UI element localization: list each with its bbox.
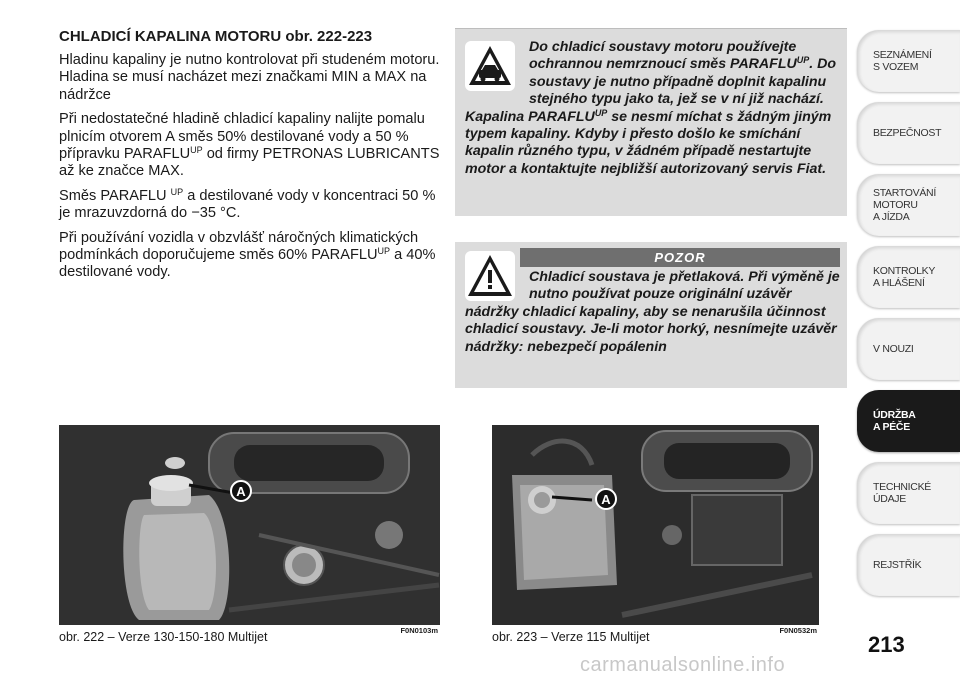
tab-technicke-udaje[interactable]: TECHNICKÉ ÚDAJE (857, 462, 960, 524)
callout-a-label: A (236, 484, 246, 499)
chapter-tabs (857, 30, 960, 606)
tab-udrzba-a-pece[interactable]: ÚDRŽBA A PÉČE (857, 390, 960, 452)
danger-text: Chladicí soustava je přetlaková. Při výměně je nutno používat pouze originální uzávěr nádržky chladicí kapaliny, aby se nenarušila účinnost chladicí soustavy. Je-li motor horký, nesnímejte uzávěr nádržky: nebezpečí popálenin (465, 269, 841, 356)
paragraph-3: Směs PARAFLU $^{UP}$ a destilované vody v koncentraci 50 % je mrazuvzdorná do −35 °C. (59, 186, 436, 222)
paragraph-1: Hladinu kapaliny je nutno kontrolovat při studeném motoru. Hladina se musí nacházet mezi značkami MIN a MAX na nádržce (59, 52, 440, 103)
tab-rejstrik[interactable]: REJSTŘÍK (857, 534, 960, 596)
tab-bezpecnost[interactable]: BEZPEČNOST (857, 102, 960, 164)
callout-a-label: A (601, 492, 611, 507)
tab-startovani-motoru[interactable]: STARTOVÁNÍ MOTORU A JÍZDA (857, 174, 960, 236)
engine-photo-2 (492, 425, 819, 625)
figure-code: F0N0103m (400, 626, 438, 635)
pozor-title: POZOR (520, 248, 840, 267)
watermark: carmanualsonline.info (580, 654, 786, 676)
figure-code: F0N0532m (779, 626, 817, 635)
car-warning-icon (465, 41, 515, 91)
tab-v-nouzi[interactable]: V NOUZI (857, 318, 960, 380)
paragraph-4: Při používání vozidla v obzvlášť náročných klimatických podmínkách doporučujeme směs 60% $PARAFLU^{UP}$ a 40% destilované vody. (59, 229, 436, 281)
caution-box-coolant (455, 29, 847, 216)
tab-kontrolky[interactable]: KONTROLKY A HLÁŠENÍ (857, 246, 960, 308)
exclamation-warning-icon (465, 251, 515, 301)
caution-text: Do chladicí soustavy motoru používejte ochrannou nemrznoucí směs $PARAFLU^{UP}$. Do soustavy je nutno případně doplnit kapalinu stejného typu jako ta, jež se v ní již nachází. Kapalina $PARAFLU^{UP}$ se nesmí míchat s žádným jiným typem kapaliny. Kdyby i přesto došlo ke smíchání kapalin různého typu, v žádném případě nestartujte motor a kontaktujte nejbližší autorizovaný servis Fiat. (465, 39, 837, 177)
danger-box-pressure (455, 242, 847, 388)
page-number: 213 (868, 632, 905, 657)
figure-caption-223: obr. 223 – Verze 115 Multijet F0N0532m (492, 628, 819, 646)
section-heading: CHLADICÍ KAPALINA MOTORU obr. 222-223 (59, 28, 373, 45)
engine-photo-1 (59, 425, 440, 625)
figure-caption-222: obr. 222 – Verze 130-150-180 Multijet F0N0103m (59, 628, 440, 646)
tab-seznameni-s-vozem[interactable]: SEZNÁMENÍ S VOZEM (857, 30, 960, 92)
paragraph-2: Při nedostatečné hladině chladicí kapaliny nalijte pomalu plnicím otvorem A směs 50% destilované vody a 50 % přípravku $PARAFLU^{UP}$ od firmy PETRONAS LUBRICANTS až ke značce MAX. (59, 111, 440, 180)
left-column (59, 28, 441, 289)
